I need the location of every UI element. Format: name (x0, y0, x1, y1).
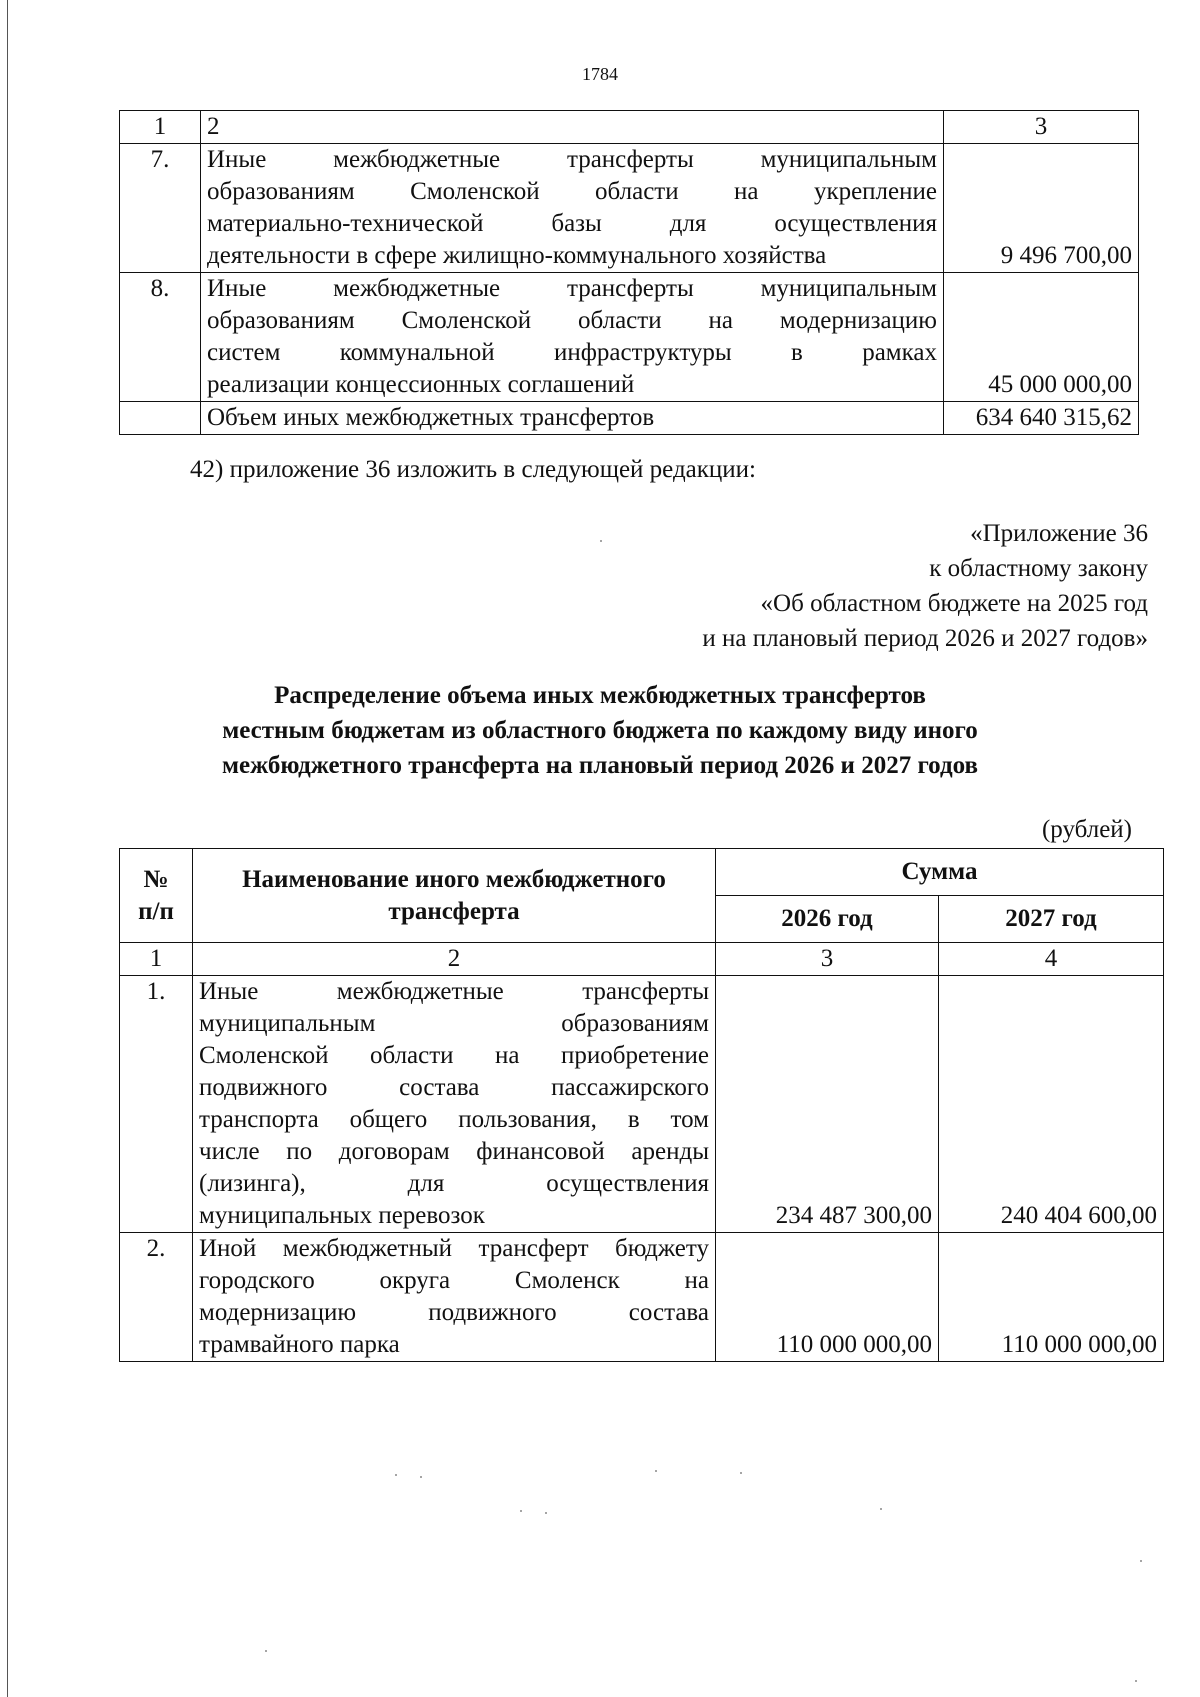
row-name-line: городского округа Смоленск на (199, 1267, 709, 1294)
row-name (193, 1233, 716, 1362)
row-name-line: (лизинга), для осуществления (199, 1170, 709, 1197)
row-number: 8. (120, 273, 201, 402)
col-number-2: 2 (201, 111, 944, 144)
header-name (193, 849, 716, 943)
row-name-line: Иные межбюджетные трансферты муниципальным (207, 275, 937, 302)
col-number-2: 2 (193, 943, 716, 976)
col-number-1: 1 (120, 943, 193, 976)
continuation-table (119, 110, 1139, 435)
row-amount-2027: 110 000 000,00 (939, 1233, 1164, 1362)
header-year-2026: 2026 год (716, 896, 939, 943)
table-header-row (120, 111, 1139, 144)
title-line: Распределение объема иных межбюджетных трансфертов (274, 682, 926, 709)
row-name-line: Смоленской области на приобретение (199, 1042, 709, 1069)
row-name-line: деятельности в сфере жилищно-коммунального хозяйства (207, 242, 827, 269)
row-amount: 9 496 700,00 (944, 144, 1139, 273)
row-name-line: систем коммунальной инфраструктуры в рамках (207, 339, 937, 366)
header-number-line: п/п (138, 897, 174, 925)
row-name (201, 273, 944, 402)
units-label: (рублей) (1041, 816, 1132, 843)
header-name-line: Наименование иного межбюджетного (242, 865, 666, 893)
row-name-line: числе по договорам финансовой аренды (199, 1138, 709, 1165)
total-amount: 634 640 315,62 (944, 402, 1139, 435)
row-amount-2026: 110 000 000,00 (716, 1233, 939, 1362)
appendix-line: «Об областном бюджете на 2025 год (760, 590, 1148, 617)
document-title (0, 678, 1200, 783)
row-name-line: Иные межбюджетные трансферты (199, 978, 709, 1005)
title-line: межбюджетного трансферта на плановый период 2026 и 2027 годов (222, 752, 978, 779)
table-row (120, 273, 1139, 402)
row-name-line: транспорта общего пользования, в том (199, 1106, 709, 1133)
page-left-edge-line (7, 0, 8, 1697)
row-name-line: материально-технической базы для осуществления (207, 210, 937, 237)
row-number: 2. (120, 1233, 193, 1362)
total-label: Объем иных межбюджетных трансфертов (201, 402, 944, 435)
row-name (193, 976, 716, 1233)
table-row (120, 976, 1164, 1233)
title-line: местным бюджетам из областного бюджета по каждому виду иного (222, 717, 978, 744)
row-name (201, 144, 944, 273)
header-number-line: № (143, 865, 169, 893)
row-name-line: образованиям Смоленской области на модернизацию (207, 307, 937, 334)
row-number: 1. (120, 976, 193, 1233)
col-number-1: 1 (120, 111, 201, 144)
row-number: 7. (120, 144, 201, 273)
appendix-line: «Приложение 36 (970, 520, 1148, 547)
row-name-line: Иные межбюджетные трансферты муниципальным (207, 146, 937, 173)
row-name-line: муниципальных перевозок (199, 1202, 485, 1229)
appendix-reference (702, 516, 1148, 656)
table-row (120, 144, 1139, 273)
amendment-paragraph: 42) приложение 36 изложить в следующей редакции: (190, 456, 756, 483)
row-amount: 45 000 000,00 (944, 273, 1139, 402)
col-number-3: 3 (716, 943, 939, 976)
header-year-2027: 2027 год (939, 896, 1164, 943)
col-number-3: 3 (944, 111, 1139, 144)
row-name-line: модернизацию подвижного состава (199, 1299, 709, 1326)
row-name-line: трамвайного парка (199, 1331, 400, 1358)
distribution-table (119, 848, 1164, 1362)
total-empty-cell (120, 402, 201, 435)
column-number-row (120, 943, 1164, 976)
row-name-line: муниципальным образованиям (199, 1010, 709, 1037)
header-number (120, 849, 193, 943)
appendix-line: и на плановый период 2026 и 2027 годов» (702, 625, 1148, 652)
row-name-line: подвижного состава пассажирского (199, 1074, 709, 1101)
row-name-line: реализации концессионных соглашений (207, 371, 635, 398)
row-amount-2027: 240 404 600,00 (939, 976, 1164, 1233)
appendix-line: к областному закону (929, 555, 1148, 582)
row-amount-2026: 234 487 300,00 (716, 976, 939, 1233)
row-name-line: образованиям Смоленской области на укрепление (207, 178, 937, 205)
page-number: 1784 (582, 64, 618, 84)
col-number-4: 4 (939, 943, 1164, 976)
table-row (120, 1233, 1164, 1362)
header-sum: Сумма (716, 849, 1164, 896)
table-header-row (120, 849, 1164, 896)
table-total-row (120, 402, 1139, 435)
header-name-line: трансферта (388, 897, 520, 925)
row-name-line: Иной межбюджетный трансферт бюджету (199, 1235, 709, 1262)
